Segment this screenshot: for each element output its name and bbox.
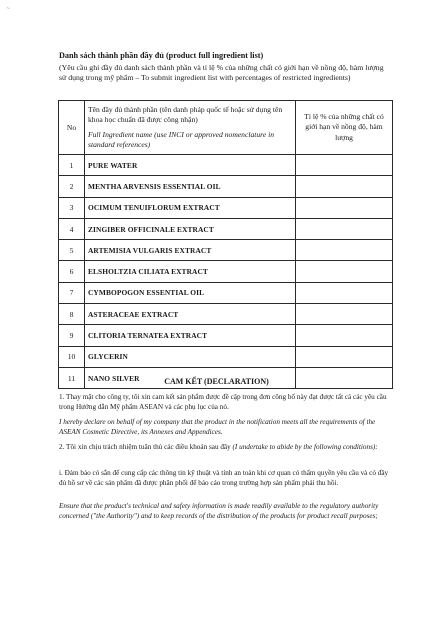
ingredient-percentage — [296, 346, 393, 367]
declaration-paragraph-3-en: Ensure that the product's technical and safety information is made readily available to the regulatory authority concerned ("the Authority") and to keep records of the distribution of the products for product recall purposes; — [59, 502, 379, 520]
row-number: 7 — [59, 282, 85, 303]
ingredient-percentage — [296, 282, 393, 303]
ingredient-name: CYMBOPOGON ESSENTIAL OIL — [85, 282, 296, 303]
row-number: 9 — [59, 325, 85, 346]
header-no: No — [59, 101, 85, 155]
declaration-paragraph-2-en: (I undertake to abide by the following conditions): — [232, 443, 378, 451]
row-number: 4 — [59, 218, 85, 239]
declaration-paragraph-3-vi: i. Đảm bảo có sẵn để cung cấp các thông tin kỹ thuật và tính an toàn khi cơ quan có thẩm quyền yêu cầu và có đầy đủ hồ sơ về các sản phẩm đã được phân phối để báo cáo trong trường hợp sản phẩm phải thu hồi. — [59, 469, 389, 487]
table-row — [59, 325, 393, 346]
ingredient-percentage — [296, 240, 393, 261]
ingredient-name: ZINGIBER OFFICINALE EXTRACT — [85, 218, 296, 239]
table-row — [59, 155, 393, 176]
ingredient-name: ASTERACEAE EXTRACT — [85, 304, 296, 325]
table-row — [59, 218, 393, 239]
header-ingredient-name — [85, 101, 296, 155]
table-row — [59, 197, 393, 218]
table-row — [59, 240, 393, 261]
ingredient-list-heading: Danh sách thành phần đầy đủ (product full ingredient list) — [59, 51, 264, 60]
row-number: 2 — [59, 176, 85, 197]
ingredient-percentage — [296, 176, 393, 197]
row-number: 1 — [59, 155, 85, 176]
table-row — [59, 176, 393, 197]
row-number: 3 — [59, 197, 85, 218]
ingredient-name: ARTEMISIA VULGARIS EXTRACT — [85, 240, 296, 261]
table-header-row — [59, 101, 393, 155]
ingredient-name: ELSHOLTZIA CILIATA EXTRACT — [85, 261, 296, 282]
header-name-en: Full Ingredient name (use INCI or approved nomenclature in standard references) — [88, 129, 275, 149]
corner-mark: ~ — [6, 6, 11, 12]
ingredient-percentage — [296, 197, 393, 218]
ingredient-name: OCIMUM TENUIFLORUM EXTRACT — [85, 197, 296, 218]
row-number: 11 — [59, 367, 85, 388]
header-percentage: Tỉ lệ % của những chất có giới hạn về nồng độ, hàm lượng — [296, 101, 393, 155]
ingredient-name: GLYCERIN — [85, 346, 296, 367]
row-number: 6 — [59, 261, 85, 282]
ingredient-percentage — [296, 304, 393, 325]
ingredient-percentage — [296, 261, 393, 282]
table-row — [59, 346, 393, 367]
table-row — [59, 282, 393, 303]
ingredient-percentage — [296, 155, 393, 176]
header-name-vi: Tên đầy đủ thành phần (tên danh pháp quốc tế hoặc sử dụng tên khoa học chuẩn đã được công nhận) — [88, 104, 283, 125]
ingredient-percentage — [296, 218, 393, 239]
declaration-paragraph-1-en: I hereby declare on behalf of my company that the product in the notification meets all the requirements of the ASEAN Cosmetic Directive, its Annexes and Appendices. — [59, 418, 376, 436]
declaration-paragraph-1-vi: 1. Thay mặt cho công ty, tôi xin cam kết sản phẩm được đề cập trong đơn công bố này đạt được tất cả các yêu cầu trong Hướng dẫn Mỹ phẩm ASEAN và các phụ lục của nó. — [59, 393, 387, 411]
ingredient-name: NANO SILVER — [85, 367, 296, 388]
ingredient-percentage — [296, 325, 393, 346]
ingredient-name: PURE WATER — [85, 155, 296, 176]
row-number: 5 — [59, 240, 85, 261]
declaration-paragraph-2-vi: 2. Tôi xin chịu trách nhiệm tuân thủ các điều khoản sau đây — [59, 443, 231, 451]
declaration-paragraph-2 — [59, 443, 392, 453]
declaration-title: CAM KẾT (DECLARATION) — [164, 377, 269, 386]
table-row — [59, 261, 393, 282]
ingredient-name: MENTHA ARVENSIS ESSENTIAL OIL — [85, 176, 296, 197]
ingredient-table — [58, 100, 393, 389]
row-number: 10 — [59, 346, 85, 367]
table-row — [59, 304, 393, 325]
ingredient-name: CLITORIA TERNATEA EXTRACT — [85, 325, 296, 346]
row-number: 8 — [59, 304, 85, 325]
ingredient-list-intro: (Yêu cầu ghi đầy đủ danh sách thành phần và tỉ lệ % của những chất có giới hạn về nồng độ, hàm lượng sử dụng trong mỹ phẩm – To submit ingredient list with percentages of restricted ingredients) — [59, 63, 384, 83]
